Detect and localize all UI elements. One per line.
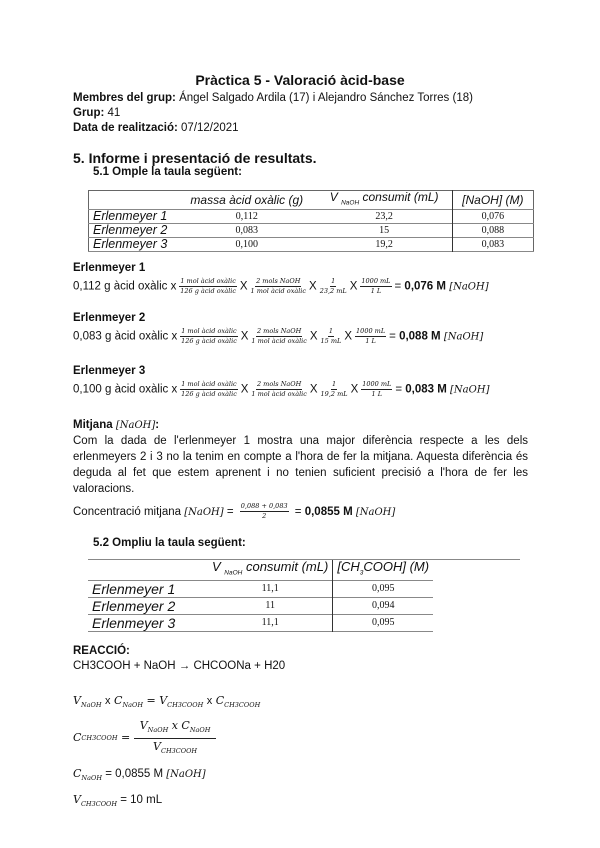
fraction: $V_{NaOH}$ x $C_{NaOH}$ $V_{CH3COOH}$ [134,718,217,759]
numerator: 1 mol àcid oxàlic [181,380,237,388]
times-sign: X [239,280,248,293]
fraction [240,502,289,521]
equals: = [395,383,403,396]
lower-content [73,418,528,814]
numerator: 1000 mL [362,380,392,388]
calc-result: 0,076 M [404,280,446,293]
times-sign: X [240,330,249,343]
calc-result: 0,088 M [399,330,441,343]
denominator: 1 mol àcid oxàlic [251,390,307,398]
denominator: 15 mL [320,337,342,345]
date-value: 07/12/2021 [177,122,239,134]
numerator: 0,088 + 0,083 [240,502,288,511]
col-header: $[CH_3COOH]$ (M) [333,560,433,580]
reaction-label: REACCIÓ: [73,644,130,657]
group-label: Grup: [73,107,105,119]
numerator: 2 mols NaOH [256,327,302,335]
conc-unit: [NaOH] [184,507,224,518]
cell: 23,2 [375,211,393,223]
fraction [180,327,238,346]
fraction [361,380,392,399]
calc-start: 0,100 g àcid oxàlic x [73,383,178,396]
cell: 0,083 [452,238,533,252]
times-sign: X [344,330,353,343]
col-header: V $_{NaOH}$ consumit (mL) [212,559,329,577]
denominator: 1 mol àcid oxàlic [250,287,307,295]
cell: 15 [379,225,390,237]
times-sign: X [350,383,359,396]
conc-label: Concentració mitjana [73,506,182,518]
results-table-2 [88,559,520,632]
c-naoh-value: = 0,0855 M [105,768,164,781]
cell: 0,095 [333,580,433,597]
cell: 11 [265,600,275,612]
calc-heading: Erlenmeyer 3 [73,365,146,377]
c-naoh-unit: [NaOH] [166,769,206,781]
subsection-5-2: 5.2 Ompliu la taula següent: [93,537,246,549]
times-sign: X [309,280,317,293]
table-row [89,210,534,224]
page-title: Pràctica 5 - Valoració àcid-base [195,72,405,88]
numerator: 2 mols NaOH [256,380,302,388]
numerator: 1 [328,327,334,335]
formula-4: $V_{CH3COOH} = 10$ mL [73,793,163,809]
cell: Erlenmeyer 2 [93,223,168,238]
fraction [180,380,238,399]
date-line [73,122,239,134]
cell: 11,1 [261,617,279,629]
denominator: 126 g àcid oxàlic [181,390,237,398]
calc-start: 0,112 g àcid oxàlic x [73,280,177,293]
date-label: Data de realització: [73,122,178,134]
formula-1: $V_{NaOH}$ x $C_{NaOH} = V_{CH3COOH}$ x $C_{CH3COOH}$ [73,693,261,709]
cell: 0,094 [333,597,433,614]
cell: Erlenmeyer 2 [92,597,176,614]
numerator: 1 [331,380,337,388]
fraction [320,277,347,296]
times-sign: X [240,383,249,396]
denominator: 1 L [365,337,376,345]
equals: = [389,330,396,343]
calc-start: 0,083 g àcid oxàlic x [73,330,178,343]
mitjana-label: Mitjana [73,419,113,431]
calc-unit: [NaOH] [449,281,489,293]
table-header [88,560,433,580]
table-header [89,191,534,210]
result-unit: [NaOH] [355,507,396,518]
denominator: 1 L [370,287,382,295]
table-row [89,238,534,252]
cell: 0,095 [333,614,433,631]
fraction [251,327,307,346]
calc-unit: [NaOH] [450,384,490,396]
members-label: Membres del grup: [73,92,176,104]
group-line [73,107,120,119]
mean-concentration [73,501,528,524]
col-header: massa àcid oxàlic (g) [190,192,304,207]
calc-unit: [NaOH] [443,331,484,343]
times-sign: X [349,280,358,293]
members-line [73,92,473,104]
equals: = [294,506,302,518]
denominator: 2 [262,512,267,521]
col-header: [NaOH] (M) [452,191,533,210]
equals: = [226,506,234,518]
cell: 0,112 [235,211,258,223]
denominator: 19,2 mL [320,390,348,398]
numerator: 1000 mL [361,277,391,285]
equals: = [394,280,402,293]
numerator: 1 mol àcid oxàlic [180,277,236,285]
section-heading: 5. Informe i presentació de resultats. [73,150,317,166]
mitjana-paragraph: Com la dada de l'erlenmeyer 1 mostra una major diferència respecte a les dels erlenmeyers 2 i 3 no la tenim en compte a l'hora de fer la mitjana. Aquesta diferència és deguda al fet que estem aprenent i no tenien suficient precisió a l'hora de fer les valoracions. [73,435,528,495]
results-table-1 [88,190,534,252]
numerator: 1 [331,277,336,285]
colon: : [155,419,160,431]
members-value: Ángel Salgado Ardila (17) i Alejandro Sánchez Torres (18) [175,92,473,104]
cell: Erlenmeyer 3 [92,614,176,631]
calc-equation [73,277,489,296]
denominator: 126 g àcid oxàlic [181,337,237,345]
cell: Erlenmeyer 3 [93,237,168,252]
cell: 0,100 [235,239,259,251]
numerator: 1000 mL [356,327,386,335]
conc-result: 0,0855 M [304,506,353,518]
table-row [88,614,433,631]
denominator: 1 mol àcid oxàlic [251,337,307,345]
denominator: 23,2 mL [319,287,347,295]
cell: Erlenmeyer 1 [93,209,168,224]
formula-2: C CH3COOH = $V_{NaOH}$ x $C_{NaOH}$ $V_{CH3COOH}$ [73,718,528,759]
fraction [360,277,391,296]
col-header: V $_{NaOH}$ consumit (mL) [329,190,439,207]
cell: Erlenmeyer 1 [92,580,176,597]
formula-3: $C_{NaOH} = 0,0855$ M [NaOH] [73,767,206,783]
table-row [88,580,433,597]
fraction [179,277,237,296]
fraction [321,380,348,399]
mitjana-unit: [NaOH] [115,420,156,431]
table-row [89,224,534,238]
fraction [251,380,307,399]
cell: 0,083 [235,225,259,237]
times-sign: X [309,383,318,396]
cell: 11,1 [261,583,279,595]
calc-result: 0,083 M [405,383,447,396]
calc-heading: Erlenmeyer 2 [73,312,146,324]
denominator: 126 g àcid oxàlic [180,287,236,295]
numerator: 2 mols NaOH [256,277,301,285]
table-row [88,597,433,614]
times-sign: X [309,330,318,343]
cell: 0,076 [452,210,533,224]
group-value: 41 [104,107,121,119]
reaction-equation: CH3COOH + NaOH → CHCOONa + H20 [73,659,286,672]
fraction [321,327,342,346]
v-ch3cooh-value: = 10 mL [120,794,163,807]
subsection-5-1: 5.1 Omple la taula següent: [93,166,242,178]
numerator: 1 mol àcid oxàlic [181,327,237,335]
cell: 19,2 [375,239,393,251]
mitjana-heading [73,418,528,433]
fraction [251,277,307,296]
cell: 0,088 [452,224,533,238]
calc-equation [73,327,483,346]
fraction [355,327,386,346]
calc-heading: Erlenmeyer 1 [73,262,146,274]
calc-equation [73,380,489,399]
denominator: 1 L [371,390,383,398]
